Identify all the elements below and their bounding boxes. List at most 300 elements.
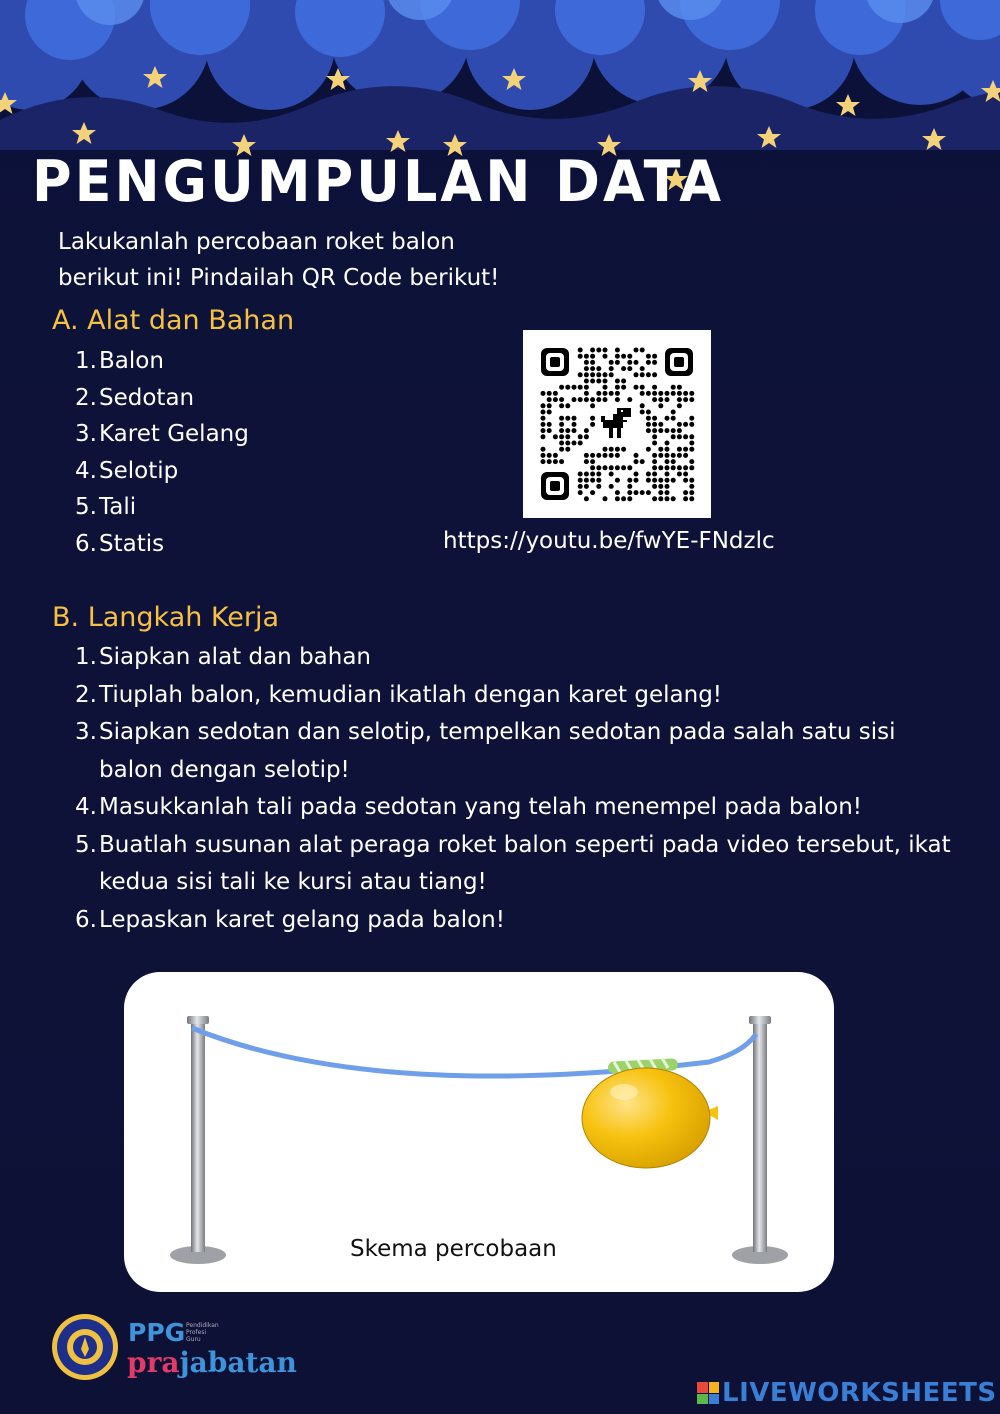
qr-dot — [640, 410, 645, 415]
qr-dot — [658, 447, 663, 452]
qr-dot — [683, 447, 688, 452]
qr-dot — [652, 354, 657, 359]
qr-dot — [541, 434, 546, 439]
qr-dot — [590, 416, 595, 421]
item-text: Siapkan sedotan dan selotip, tempelkan sedotan pada salah satu sisi balon dengan selotip! — [99, 719, 896, 783]
ppg-subtitle-line: Profesi — [186, 1329, 207, 1336]
qr-dot — [677, 434, 682, 439]
qr-dot — [658, 453, 663, 458]
qr-dot — [596, 397, 601, 402]
qr-dot — [646, 428, 651, 433]
qr-dot — [590, 453, 595, 458]
qr-dot — [590, 490, 595, 495]
qr-dot — [652, 385, 657, 390]
qr-dot — [683, 472, 688, 477]
list-item — [72, 789, 952, 827]
qr-dot — [652, 459, 657, 464]
qr-dot — [621, 366, 626, 371]
qr-dot — [590, 472, 595, 477]
qr-dot — [584, 453, 589, 458]
qr-dot — [646, 472, 651, 477]
qr-dot — [584, 354, 589, 359]
qr-dot — [596, 372, 601, 377]
page-title: PENGUMPULAN DATA — [32, 148, 725, 215]
qr-dot — [689, 496, 694, 501]
qr-dot — [572, 397, 577, 402]
qr-dot — [603, 348, 608, 353]
qr-dot — [646, 410, 651, 415]
qr-dot — [634, 385, 639, 390]
item-text: Selotip — [99, 457, 179, 484]
qr-dot — [615, 354, 620, 359]
qr-dot — [553, 397, 558, 402]
qr-dot — [541, 459, 546, 464]
qr-dot — [603, 372, 608, 377]
intro-line: Lakukanlah percobaan roket balon — [58, 229, 455, 255]
item-number: 4. — [75, 457, 97, 484]
qr-dot — [646, 391, 651, 396]
qr-dot — [665, 478, 670, 483]
qr-dot — [665, 472, 670, 477]
qr-dot — [559, 397, 564, 402]
qr-dot — [578, 441, 583, 446]
qr-dot — [646, 354, 651, 359]
item-text: Buatlah susunan alat peraga roket balon seperti pada video tersebut, ikat kedua sisi tali ke kursi atau tiang! — [99, 831, 951, 895]
qr-dot — [603, 447, 608, 452]
qr-dot — [565, 434, 570, 439]
qr-dot — [677, 422, 682, 427]
qr-dot — [689, 434, 694, 439]
qr-dot — [609, 472, 614, 477]
qr-dot — [590, 465, 595, 470]
qr-dot — [634, 360, 639, 365]
qr-dot — [621, 354, 626, 359]
qr-dot — [547, 428, 552, 433]
qr-dot — [646, 416, 651, 421]
prajabatan-label — [127, 1346, 297, 1379]
qr-dot — [541, 447, 546, 452]
qr-dot — [671, 496, 676, 501]
item-text: Karet Gelang — [99, 421, 249, 447]
qr-dot — [578, 348, 583, 353]
watermark-text: LIVEWORKSHEETS — [722, 1378, 997, 1408]
qr-dot — [572, 428, 577, 433]
qr-dot — [640, 490, 645, 495]
qr-dot — [634, 472, 639, 477]
qr-dot — [547, 391, 552, 396]
qr-dot — [671, 453, 676, 458]
qr-dot — [603, 379, 608, 384]
qr-dot — [689, 422, 694, 427]
qr-dot — [584, 428, 589, 433]
qr-dot — [665, 441, 670, 446]
qr-dot — [578, 490, 583, 495]
qr-dot — [627, 465, 632, 470]
qr-dot — [671, 391, 676, 396]
ppg-subtitle — [186, 1322, 219, 1343]
qr-dot — [658, 428, 663, 433]
qr-dot — [646, 490, 651, 495]
balloon — [582, 1068, 718, 1168]
qr-dot — [603, 391, 608, 396]
qr-dot — [683, 434, 688, 439]
qr-dot — [590, 422, 595, 427]
qr-dot — [584, 379, 589, 384]
qr-dot — [621, 385, 626, 390]
qr-dot — [671, 410, 676, 415]
ppg-label: PPG — [128, 1318, 186, 1347]
qr-dot — [652, 472, 657, 477]
qr-dot — [590, 354, 595, 359]
qr-dot — [572, 441, 577, 446]
qr-dot — [609, 391, 614, 396]
intro-line: berikut ini! Pindailah QR Code berikut! — [58, 265, 500, 291]
qr-dot — [689, 397, 694, 402]
qr-dot — [689, 465, 694, 470]
liveworksheets-watermark — [697, 1378, 997, 1408]
item-text: Siapkan alat dan bahan — [99, 644, 372, 670]
qr-dot — [627, 360, 632, 365]
right-pole — [732, 1016, 788, 1264]
qr-dot — [646, 422, 651, 427]
qr-dot — [578, 397, 583, 402]
qr-code[interactable] — [523, 330, 711, 518]
qr-dot — [590, 366, 595, 371]
qr-dot — [665, 397, 670, 402]
qr-dot — [596, 379, 601, 384]
item-number: 3. — [75, 421, 97, 447]
qr-dot — [584, 385, 589, 390]
qr-dot — [609, 484, 614, 489]
qr-dot — [677, 453, 682, 458]
qr-dot — [677, 385, 682, 390]
qr-dot — [559, 422, 564, 427]
qr-dot — [596, 484, 601, 489]
qr-dot — [640, 366, 645, 371]
qr-dot — [603, 453, 608, 458]
ppg-subtitle-line: Guru — [186, 1336, 201, 1343]
qr-dot — [559, 441, 564, 446]
qr-dot — [640, 348, 645, 353]
qr-dot — [683, 397, 688, 402]
qr-dot — [627, 397, 632, 402]
list-item — [72, 343, 249, 380]
qr-dot — [565, 416, 570, 421]
qr-dot — [590, 459, 595, 464]
qr-dot — [677, 391, 682, 396]
qr-code-graphic — [523, 330, 711, 518]
list-item — [72, 453, 249, 490]
qr-dot — [658, 391, 663, 396]
qr-dot — [584, 391, 589, 396]
qr-dot — [677, 465, 682, 470]
qr-dot — [609, 372, 614, 377]
qr-dot — [621, 379, 626, 384]
qr-dot — [572, 385, 577, 390]
qr-dot — [627, 354, 632, 359]
qr-dot — [640, 403, 645, 408]
qr-dot — [590, 403, 595, 408]
qr-dot — [689, 447, 694, 452]
qr-dot — [652, 434, 657, 439]
qr-dot — [689, 490, 694, 495]
qr-dot — [683, 465, 688, 470]
qr-dot — [652, 422, 657, 427]
qr-dot — [652, 372, 657, 377]
qr-dot — [689, 441, 694, 446]
qr-dot — [677, 447, 682, 452]
qr-dot — [634, 490, 639, 495]
qr-dot — [541, 391, 546, 396]
qr-dot — [658, 422, 663, 427]
qr-dot — [615, 465, 620, 470]
liveworksheets-logo-icon — [697, 1382, 719, 1404]
qr-dot — [609, 447, 614, 452]
qr-dot — [627, 366, 632, 371]
qr-dot — [615, 490, 620, 495]
qr-dot — [615, 397, 620, 402]
qr-dot — [677, 403, 682, 408]
qr-dot — [609, 465, 614, 470]
qr-dot — [652, 397, 657, 402]
item-number: 2. — [75, 384, 97, 411]
qr-dot — [665, 416, 670, 421]
qr-dot — [689, 391, 694, 396]
list-item — [72, 902, 952, 940]
langkah-kerja-list — [72, 639, 952, 939]
qr-dot — [665, 453, 670, 458]
qr-dot — [565, 403, 570, 408]
prajabatan-part: jabatan — [179, 1346, 297, 1379]
intro-text — [58, 224, 578, 296]
qr-dot — [677, 397, 682, 402]
qr-dot — [590, 397, 595, 402]
qr-dot — [671, 478, 676, 483]
list-item — [72, 714, 952, 789]
qr-dot — [646, 447, 651, 452]
qr-dot — [559, 403, 564, 408]
item-number: 5. — [75, 831, 97, 858]
qr-dot — [652, 484, 657, 489]
qr-dot — [652, 416, 657, 421]
qr-dot — [578, 478, 583, 483]
qr-dot — [615, 447, 620, 452]
qr-dot — [584, 472, 589, 477]
qr-dot — [615, 478, 620, 483]
qr-dot — [683, 453, 688, 458]
qr-dot — [547, 422, 552, 427]
qr-dot — [584, 366, 589, 371]
qr-dot — [683, 496, 688, 501]
qr-dot — [596, 472, 601, 477]
item-number: 1. — [75, 348, 97, 374]
item-text: Balon — [99, 348, 164, 374]
qr-dot — [615, 453, 620, 458]
qr-dot — [565, 428, 570, 433]
qr-dot — [658, 403, 663, 408]
qr-dot — [565, 447, 570, 452]
qr-dot — [671, 416, 676, 421]
list-item — [72, 827, 952, 902]
qr-dot — [590, 360, 595, 365]
qr-dot — [615, 391, 620, 396]
item-text: Tali — [99, 494, 137, 520]
qr-dot — [559, 385, 564, 390]
list-item — [72, 677, 952, 715]
qr-dot — [615, 360, 620, 365]
item-text: Statis — [99, 530, 165, 557]
qr-dot — [665, 484, 670, 489]
qr-dot — [634, 453, 639, 458]
item-number: 3. — [75, 719, 97, 745]
qr-dot — [658, 484, 663, 489]
qr-dot — [658, 478, 663, 483]
qr-dot — [646, 372, 651, 377]
item-number: 6. — [75, 906, 97, 933]
qr-dot — [665, 428, 670, 433]
qr-dot — [541, 428, 546, 433]
qr-dot — [671, 465, 676, 470]
qr-dot — [590, 372, 595, 377]
qr-dot — [553, 459, 558, 464]
qr-dot — [658, 496, 663, 501]
qr-dot — [596, 348, 601, 353]
qr-dot — [646, 360, 651, 365]
qr-dot — [621, 496, 626, 501]
qr-dot — [652, 441, 657, 446]
item-number: 2. — [75, 681, 97, 708]
qr-dot — [646, 478, 651, 483]
qr-dot — [652, 391, 657, 396]
qr-dot — [634, 478, 639, 483]
schema-caption: Skema percobaan — [350, 1236, 557, 1262]
qr-dot — [559, 434, 564, 439]
qr-dot — [640, 391, 645, 396]
qr-dot — [541, 422, 546, 427]
qr-dot — [559, 428, 564, 433]
item-number: 4. — [75, 794, 97, 820]
langkah-kerja-heading: B. Langkah Kerja — [52, 602, 280, 633]
qr-dot — [652, 428, 657, 433]
item-text: Masukkanlah tali pada sedotan yang telah menempel pada balon! — [99, 794, 863, 820]
qr-dot — [553, 391, 558, 396]
qr-dot — [671, 459, 676, 464]
qr-dot — [658, 397, 663, 402]
qr-dot — [603, 354, 608, 359]
qr-dot — [683, 490, 688, 495]
qr-dot — [615, 348, 620, 353]
qr-dot — [547, 459, 552, 464]
qr-dot — [590, 348, 595, 353]
qr-dot — [652, 496, 657, 501]
qr-dot — [565, 441, 570, 446]
qr-dot — [671, 434, 676, 439]
qr-dot — [640, 385, 645, 390]
qr-dot — [683, 422, 688, 427]
qr-dot — [584, 397, 589, 402]
qr-dot — [547, 403, 552, 408]
video-link[interactable]: https://youtu.be/fwYE-FNdzlc — [443, 528, 775, 554]
qr-dot — [634, 348, 639, 353]
qr-dot — [683, 478, 688, 483]
alat-bahan-list — [72, 343, 249, 562]
list-item — [72, 639, 952, 677]
prajabatan-part: pra — [127, 1346, 180, 1379]
qr-dot — [665, 496, 670, 501]
qr-dot — [665, 490, 670, 495]
qr-dot — [609, 453, 614, 458]
qr-dot — [578, 484, 583, 489]
qr-dot — [652, 360, 657, 365]
qr-dot — [652, 465, 657, 470]
qr-dot — [627, 484, 632, 489]
qr-dot — [621, 465, 626, 470]
qr-dot — [603, 397, 608, 402]
ppg-subtitle-line: Pendidikan — [186, 1322, 219, 1329]
qr-dot — [665, 391, 670, 396]
qr-dot — [547, 410, 552, 415]
qr-dot — [677, 428, 682, 433]
item-number: 6. — [75, 530, 97, 557]
item-number: 5. — [75, 494, 97, 520]
qr-dot — [553, 434, 558, 439]
qr-dot — [689, 478, 694, 483]
qr-dot — [596, 453, 601, 458]
qr-dot — [609, 360, 614, 365]
qr-dot — [689, 459, 694, 464]
qr-dot — [603, 496, 608, 501]
item-text: Sedotan — [99, 384, 195, 411]
list-item — [72, 416, 249, 453]
qr-dot — [640, 459, 645, 464]
qr-dot — [559, 459, 564, 464]
qr-dot — [541, 416, 546, 421]
qr-dot — [578, 434, 583, 439]
qr-dot — [547, 397, 552, 402]
qr-dot — [584, 478, 589, 483]
qr-dot — [683, 391, 688, 396]
qr-dot — [559, 447, 564, 452]
qr-dot — [640, 372, 645, 377]
qr-dot — [627, 478, 632, 483]
qr-dot — [590, 478, 595, 483]
qr-dot — [609, 366, 614, 371]
qr-dot — [596, 465, 601, 470]
qr-dot — [603, 385, 608, 390]
qr-dot — [665, 465, 670, 470]
qr-dot — [559, 416, 564, 421]
item-text: Lepaskan karet gelang pada balon! — [99, 906, 505, 933]
qr-dot — [584, 459, 589, 464]
qr-dot — [658, 490, 663, 495]
qr-dot — [627, 496, 632, 501]
qr-dot — [584, 372, 589, 377]
list-item — [72, 526, 249, 563]
qr-dot — [596, 478, 601, 483]
qr-dot — [541, 403, 546, 408]
item-text: Tiuplah balon, kemudian ikatlah dengan karet gelang! — [99, 681, 723, 708]
qr-dot — [621, 447, 626, 452]
qr-dot — [596, 366, 601, 371]
alat-bahan-heading: A. Alat dan Bahan — [52, 305, 295, 336]
left-pole — [170, 1016, 226, 1264]
qr-dot — [590, 379, 595, 384]
qr-dot — [553, 453, 558, 458]
qr-dot — [658, 465, 663, 470]
list-item — [72, 489, 249, 526]
qr-dot — [689, 484, 694, 489]
qr-dot — [671, 428, 676, 433]
